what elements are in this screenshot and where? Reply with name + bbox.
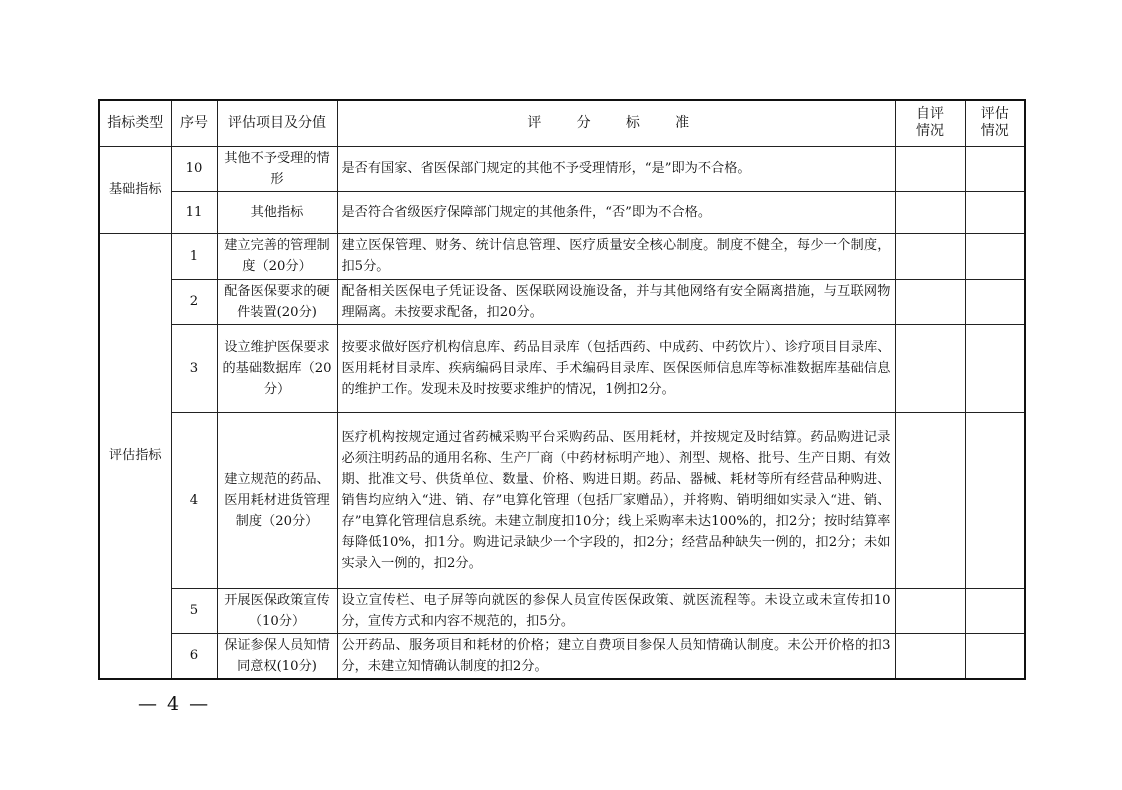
category-cell: 基础指标 xyxy=(99,146,171,233)
self-eval-cell xyxy=(895,412,965,588)
index-cell: 10 xyxy=(171,146,217,191)
index-cell: 3 xyxy=(171,324,217,412)
self-eval-cell xyxy=(895,324,965,412)
header-self-eval: 自评 情况 xyxy=(895,100,965,146)
standard-cell: 是否有国家、省医保部门规定的其他不予受理情形，“是”即为不合格。 xyxy=(337,146,895,191)
header-standard-text: 评 分 标 准 xyxy=(527,114,705,131)
eval-result-cell xyxy=(965,233,1025,279)
eval-result-cell xyxy=(965,279,1025,324)
eval-result-cell xyxy=(965,191,1025,233)
self-eval-cell xyxy=(895,233,965,279)
standard-cell: 配备相关医保电子凭证设备、医保联网设施设备，并与其他网络有安全隔离措施，与互联网物理隔离。未按要求配备，扣20分。 xyxy=(337,279,895,324)
index-cell: 2 xyxy=(171,279,217,324)
standard-cell: 建立医保管理、财务、统计信息管理、医疗质量安全核心制度。制度不健全，每少一个制度，扣5分。 xyxy=(337,233,895,279)
self-eval-cell xyxy=(895,146,965,191)
item-cell: 开展医保政策宣传（10分） xyxy=(217,588,337,633)
standard-cell: 医疗机构按规定通过省药械采购平台采购药品、医用耗材，并按规定及时结算。药品购进记录必须注明药品的通用名称、生产厂商（中药材标明产地）、剂型、规格、批号、生产日期、有效期、批准文号、供货单位、数量、价格、购进日期。药品、器械、耗材等所有经营品种购进、销售均应纳入“进、销、存”电算化管理（包括厂家赠品），并将购、销明细如实录入“进、销、存”电算化管理信息系统。未建立制度扣10分；线上采购率未达100%的，扣2分；按时结算率每降低10%，扣1分。购进记录缺少一个字段的，扣2分；经营品种缺失一例的，扣2分；未如实录入一例的，扣2分。 xyxy=(337,412,895,588)
table-header-row xyxy=(99,100,1025,146)
table-row xyxy=(99,633,1025,679)
table-row xyxy=(99,146,1025,191)
self-eval-cell xyxy=(895,633,965,679)
table-row xyxy=(99,588,1025,633)
item-cell: 建立完善的管理制度（20分） xyxy=(217,233,337,279)
page-number: — 4 — xyxy=(138,693,211,715)
eval-result-cell xyxy=(965,412,1025,588)
table-row xyxy=(99,279,1025,324)
index-cell: 11 xyxy=(171,191,217,233)
standard-cell: 按要求做好医疗机构信息库、药品目录库（包括西药、中成药、中药饮片）、诊疗项目目录库、医用耗材目录库、疾病编码目录库、手术编码目录库、医保医师信息库等标准数据库基础信息的维护工作。发现未及时按要求维护的情况，1例扣2分。 xyxy=(337,324,895,412)
eval-result-cell xyxy=(965,633,1025,679)
standard-cell: 设立宣传栏、电子屏等向就医的参保人员宣传医保政策、就医流程等。未设立或未宣传扣10分，宣传方式和内容不规范的，扣5分。 xyxy=(337,588,895,633)
evaluation-table xyxy=(98,99,1026,680)
standard-cell: 是否符合省级医疗保障部门规定的其他条件，“否”即为不合格。 xyxy=(337,191,895,233)
self-eval-cell xyxy=(895,279,965,324)
header-standard xyxy=(337,100,895,146)
category-cell: 评估指标 xyxy=(99,233,171,679)
eval-result-cell xyxy=(965,324,1025,412)
table-row xyxy=(99,412,1025,588)
table-row xyxy=(99,191,1025,233)
table-row xyxy=(99,324,1025,412)
item-cell: 保证参保人员知情同意权(10分) xyxy=(217,633,337,679)
item-cell: 其他不予受理的情形 xyxy=(217,146,337,191)
standard-cell: 公开药品、服务项目和耗材的价格；建立自费项目参保人员知情确认制度。未公开价格的扣3分，未建立知情确认制度的扣2分。 xyxy=(337,633,895,679)
item-cell: 其他指标 xyxy=(217,191,337,233)
item-cell: 配备医保要求的硬件装置(20分) xyxy=(217,279,337,324)
header-item: 评估项目及分值 xyxy=(217,100,337,146)
eval-result-cell xyxy=(965,588,1025,633)
index-cell: 4 xyxy=(171,412,217,588)
item-cell: 建立规范的药品、医用耗材进货管理制度（20分） xyxy=(217,412,337,588)
table-row xyxy=(99,233,1025,279)
index-cell: 5 xyxy=(171,588,217,633)
header-category: 指标类型 xyxy=(99,100,171,146)
eval-result-cell xyxy=(965,146,1025,191)
index-cell: 1 xyxy=(171,233,217,279)
self-eval-cell xyxy=(895,588,965,633)
item-cell: 设立维护医保要求的基础数据库（20分） xyxy=(217,324,337,412)
header-index: 序号 xyxy=(171,100,217,146)
self-eval-cell xyxy=(895,191,965,233)
header-eval-result: 评估 情况 xyxy=(965,100,1025,146)
index-cell: 6 xyxy=(171,633,217,679)
